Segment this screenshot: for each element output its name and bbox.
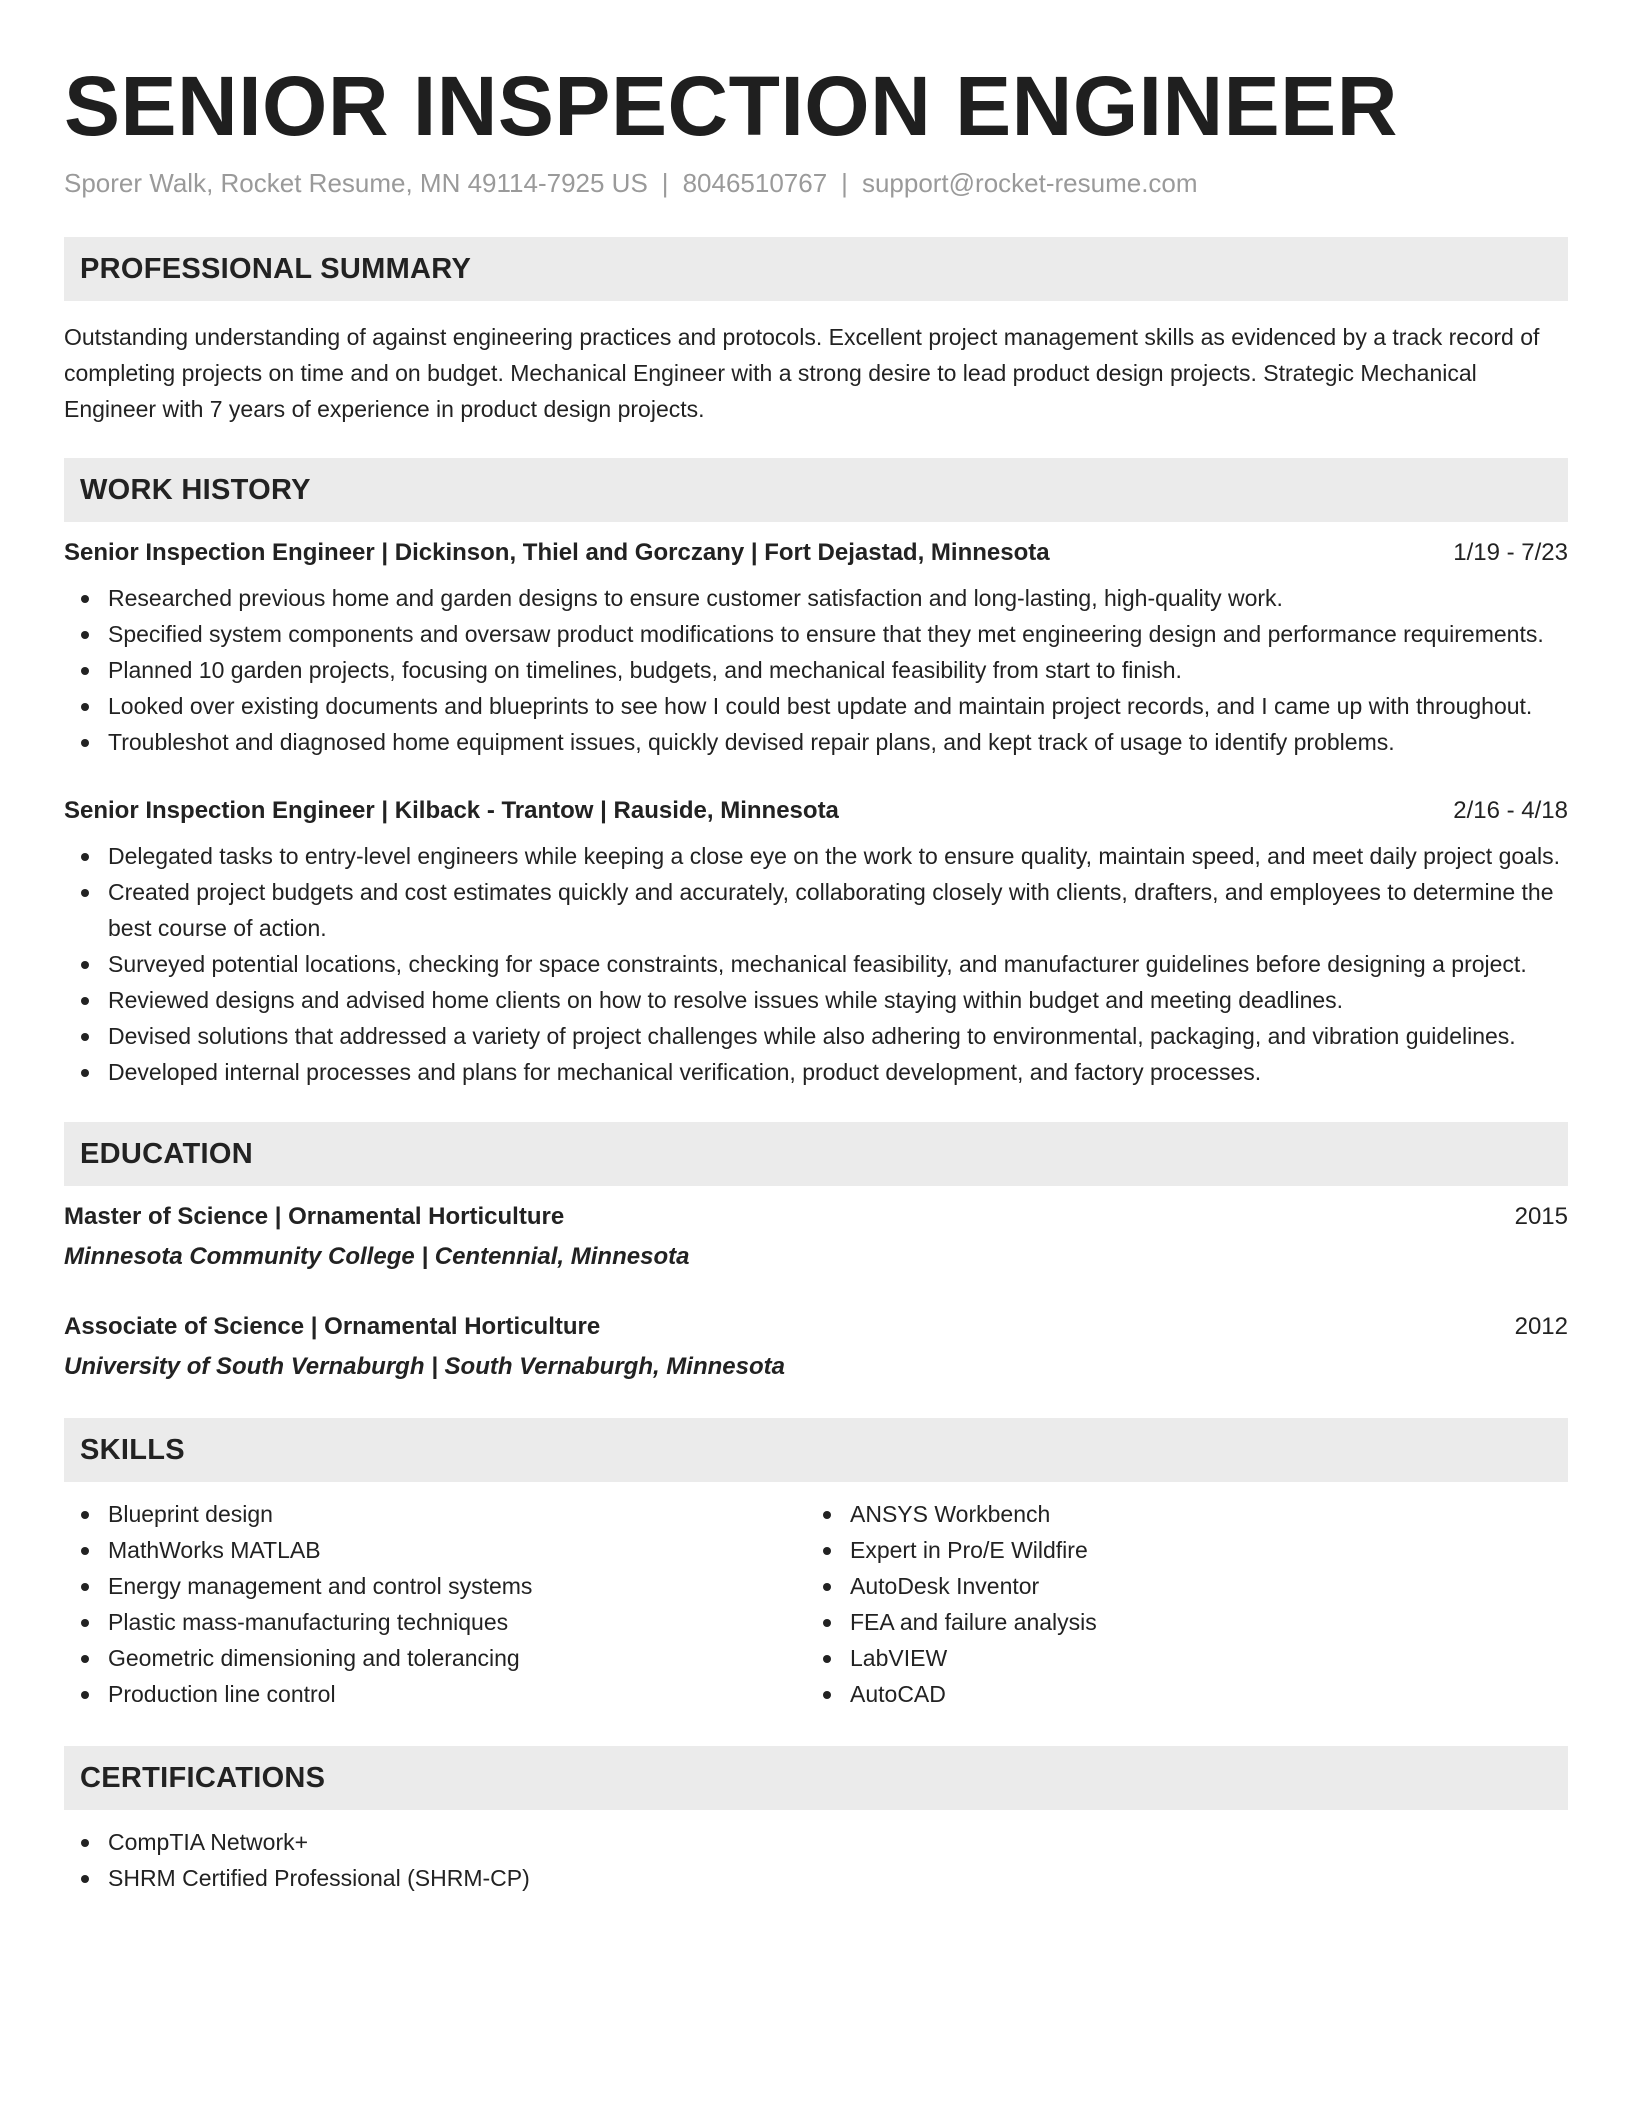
skill-item: ANSYS Workbench	[850, 1496, 1548, 1532]
contact-email: support@rocket-resume.com	[861, 168, 1198, 198]
section-heading-certifications: CERTIFICATIONS	[64, 1746, 1568, 1810]
job-header	[64, 794, 1568, 828]
education-year: 2015	[1514, 1203, 1568, 1230]
job-bullets	[64, 580, 1568, 760]
skill-item: AutoCAD	[850, 1676, 1548, 1712]
job-bullet: Delegated tasks to entry-level engineers while keeping a close eye on the work to ensure quality, maintain speed, and meet daily project goals.	[108, 838, 1568, 874]
skills-column-left	[64, 1496, 806, 1712]
resume-page	[64, 0, 1568, 1896]
skill-item: Expert in Pro/E Wildfire	[850, 1532, 1548, 1568]
job-bullets	[64, 838, 1568, 1090]
skill-item: Geometric dimensioning and tolerancing	[108, 1640, 806, 1676]
contact-separator: |	[661, 168, 669, 198]
candidate-name: SENIOR INSPECTION ENGINEER	[64, 59, 1398, 153]
job-title: Senior Inspection Engineer | Dickinson, Thiel and Gorczany | Fort Dejastad, Minnesota	[64, 539, 1050, 566]
job-entry	[64, 794, 1568, 1090]
skill-item: MathWorks MATLAB	[108, 1532, 806, 1568]
contact-phone: 8046510767	[682, 168, 828, 198]
job-bullet: Specified system components and oversaw product modifications to ensure that they met engineering design and performance requirements.	[108, 616, 1568, 652]
skills-column-right	[806, 1496, 1548, 1712]
education-entry	[64, 1310, 1568, 1384]
education-year: 2012	[1514, 1313, 1568, 1340]
job-bullet: Researched previous home and garden designs to ensure customer satisfaction and long-lasting, high-quality work.	[108, 580, 1568, 616]
job-bullet: Devised solutions that addressed a variety of project challenges while also adhering to environmental, packaging, and vibration guidelines.	[108, 1018, 1568, 1054]
job-title: Senior Inspection Engineer | Kilback - Trantow | Rauside, Minnesota	[64, 797, 839, 824]
job-bullet: Troubleshot and diagnosed home equipment issues, quickly devised repair plans, and kept track of usage to identify problems.	[108, 724, 1568, 760]
skill-item: Plastic mass-manufacturing techniques	[108, 1604, 806, 1640]
job-bullet: Surveyed potential locations, checking for space constraints, mechanical feasibility, and manufacturer guidelines before designing a project.	[108, 946, 1568, 982]
job-entry	[64, 536, 1568, 760]
section-heading-education: EDUCATION	[64, 1122, 1568, 1186]
certification-item: CompTIA Network+	[108, 1824, 1568, 1860]
contact-separator: |	[841, 168, 848, 198]
job-bullet: Created project budgets and cost estimates quickly and accurately, collaborating closely with clients, drafters, and employees to determine the best course of action.	[108, 874, 1568, 946]
contact-address: Sporer Walk, Rocket Resume, MN 49114-7925 US	[64, 168, 648, 198]
summary-text: Outstanding understanding of against engineering practices and protocols. Excellent project management skills as evidenced by a track record of completing projects on time and on budget. Mechanical Engineer with a strong desire to lead product design projects. Strategic Mechanical Engineer with 7 years of experience in product design projects.	[64, 324, 1540, 422]
contact-line	[64, 166, 1568, 200]
section-heading-work-history: WORK HISTORY	[64, 458, 1568, 522]
certification-item: SHRM Certified Professional (SHRM-CP)	[108, 1860, 1568, 1896]
skill-item: LabVIEW	[850, 1640, 1548, 1676]
skill-item: Energy management and control systems	[108, 1568, 806, 1604]
skill-item: Blueprint design	[108, 1496, 806, 1532]
education-entry	[64, 1200, 1568, 1274]
job-bullet: Reviewed designs and advised home clients on how to resolve issues while staying within budget and meeting deadlines.	[108, 982, 1568, 1018]
skill-item: AutoDesk Inventor	[850, 1568, 1548, 1604]
certifications-list	[64, 1824, 1568, 1896]
job-bullet: Developed internal processes and plans for mechanical verification, product development, and factory processes.	[108, 1054, 1568, 1090]
education-degree: Associate of Science | Ornamental Horticulture	[64, 1313, 601, 1340]
skills-list	[64, 1496, 806, 1712]
education-school: Minnesota Community College | Centennial, Minnesota	[64, 1243, 690, 1270]
job-dates: 1/19 - 7/23	[1453, 539, 1568, 566]
job-dates: 2/16 - 4/18	[1453, 797, 1568, 824]
section-heading-skills: SKILLS	[64, 1418, 1568, 1482]
education-header	[64, 1200, 1568, 1234]
job-bullet: Looked over existing documents and blueprints to see how I could best update and maintain project records, and I came up with throughout.	[108, 688, 1568, 724]
job-header	[64, 536, 1568, 570]
education-school: University of South Vernaburgh | South Vernaburgh, Minnesota	[64, 1353, 785, 1380]
education-degree: Master of Science | Ornamental Horticulture	[64, 1203, 565, 1230]
skills-list	[806, 1496, 1548, 1712]
job-bullet: Planned 10 garden projects, focusing on timelines, budgets, and mechanical feasibility from start to finish.	[108, 652, 1568, 688]
skill-item: Production line control	[108, 1676, 806, 1712]
section-heading-summary: PROFESSIONAL SUMMARY	[64, 237, 1568, 301]
education-header	[64, 1310, 1568, 1344]
skills-grid	[64, 1496, 1568, 1712]
skill-item: FEA and failure analysis	[850, 1604, 1548, 1640]
